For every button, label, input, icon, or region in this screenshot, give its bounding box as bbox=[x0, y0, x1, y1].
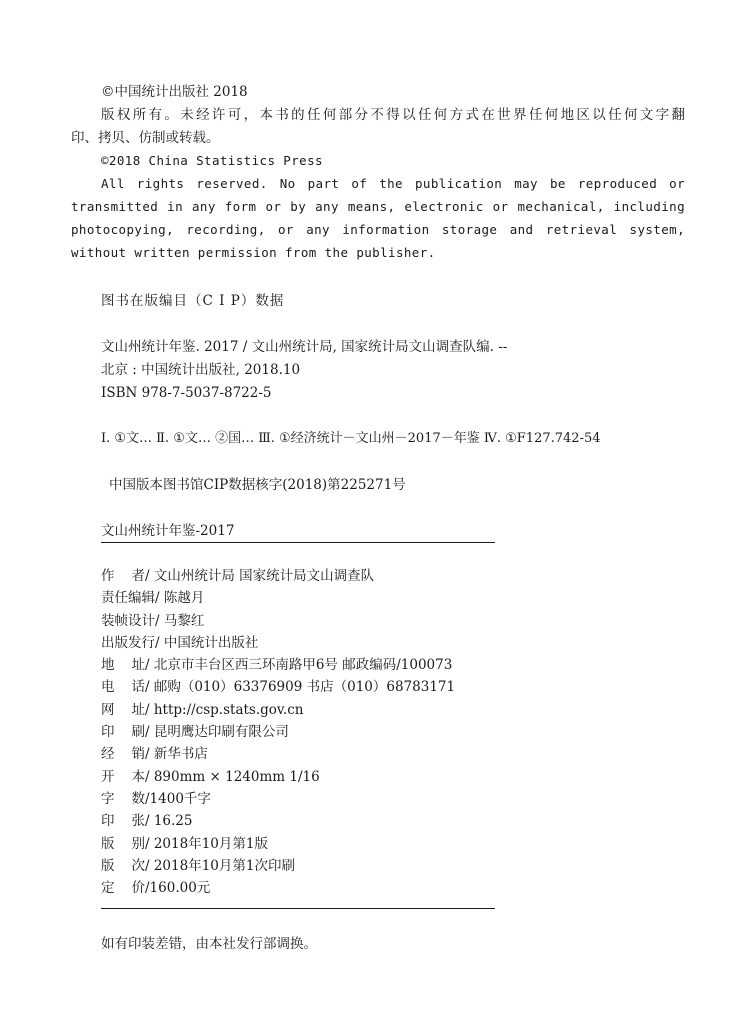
copyright-en-line: ©2018 China Statistics Press bbox=[101, 153, 323, 168]
spec-value: / http://csp.stats.gov.cn bbox=[145, 701, 304, 718]
spec-value: / 北京市丰台区西三环南路甲6号 邮政编码/100073 bbox=[145, 657, 453, 674]
spec-value: /1400千字 bbox=[145, 790, 211, 807]
spec-label: 作 者 bbox=[101, 568, 145, 584]
spec-label-with-value: 责任编辑/ 陈越月 bbox=[101, 590, 205, 607]
spec-label: 定 价 bbox=[101, 880, 145, 897]
spec-row-price bbox=[101, 878, 258, 900]
footer-notice: 如有印装差错，由本社发行部调换。 bbox=[101, 936, 317, 952]
spec-row-editor bbox=[101, 588, 258, 610]
spec-value: / 邮购（010）63376909 书店（010）68783171 bbox=[145, 679, 456, 696]
copyright-en-notice-2: transmitted in any form or by any means, electronic or mechanical, including bbox=[71, 199, 685, 214]
spec-value: / 昆明鹰达印刷有限公司 bbox=[145, 724, 289, 741]
spec-row-sheets bbox=[101, 811, 258, 833]
spec-label: 网 址 bbox=[101, 701, 145, 718]
spec-row-phone bbox=[101, 677, 456, 699]
spec-value: /160.00元 bbox=[145, 880, 211, 897]
spec-row-website bbox=[101, 700, 304, 722]
specs-bottom-rule bbox=[101, 908, 495, 909]
spec-row-address bbox=[101, 655, 453, 677]
spec-label: 版 别 bbox=[101, 835, 145, 852]
spec-label: 印 刷 bbox=[101, 724, 145, 741]
spec-value: / 2018年10月第1次印刷 bbox=[145, 857, 295, 874]
spec-value: / 文山州统计局 国家统计局文山调查队 bbox=[145, 568, 375, 584]
spec-row-distributor bbox=[101, 744, 258, 766]
cip-record-line-1: 文山州统计年鉴. 2017 / 文山州统计局, 国家统计局文山调查队编. -- bbox=[101, 339, 508, 355]
spec-value: / 890mm × 1240mm 1/16 bbox=[145, 768, 320, 785]
spec-row-format bbox=[101, 767, 320, 789]
copyright-cn-notice-2: 印、拷贝、仿制或转载。 bbox=[71, 130, 220, 146]
spec-row-printing bbox=[101, 856, 295, 878]
spec-row-edition bbox=[101, 834, 268, 856]
spec-label: 经 销 bbox=[101, 746, 145, 763]
cip-classification: Ⅰ. ①文… Ⅱ. ①文… ②国… Ⅲ. ①经济统计－文山州－2017－年鉴 Ⅳ. ①F127.742-54 bbox=[101, 431, 601, 446]
spec-label-with-value: 装帧设计/ 马黎红 bbox=[101, 612, 205, 629]
cip-record-line-2: 北京 : 中国统计出版社, 2018.10 bbox=[101, 362, 301, 378]
spec-label: 地 址 bbox=[101, 657, 145, 674]
copyright-en-notice-3: photocopying, recording, or any information storage and retrieval system, bbox=[71, 222, 685, 237]
spec-value: / 2018年10月第1版 bbox=[145, 835, 268, 852]
spec-label: 印 张 bbox=[101, 813, 145, 830]
cip-heading: 图书在版编目（C I P）数据 bbox=[101, 293, 285, 309]
copyright-cn-line: ©中国统计出版社 2018 bbox=[101, 84, 248, 100]
spec-label: 字 数 bbox=[101, 790, 145, 807]
spec-row-designer bbox=[101, 611, 258, 633]
spec-label: 电 话 bbox=[101, 679, 145, 696]
publication-specs bbox=[101, 566, 456, 900]
spec-label: 开 本 bbox=[101, 768, 145, 785]
spec-row-printer bbox=[101, 722, 289, 744]
spec-value: / 16.25 bbox=[145, 813, 193, 830]
spec-row-author bbox=[101, 566, 375, 588]
spec-value: / 新华书店 bbox=[145, 746, 208, 763]
spec-row-publisher bbox=[101, 633, 258, 655]
spec-label: 版 次 bbox=[101, 857, 145, 874]
copyright-en-notice-4: without written permission from the publisher. bbox=[71, 245, 436, 260]
spec-row-word-count bbox=[101, 789, 258, 811]
copyright-cn-notice-1: 版权所有。未经许可，本书的任何部分不得以任何方式在世界任何地区以任何文字翻 bbox=[101, 107, 685, 123]
copyright-en-notice-1: All rights reserved. No part of the publication may be reproduced or bbox=[101, 176, 685, 191]
spec-label-with-value: 出版发行/ 中国统计出版社 bbox=[101, 634, 259, 651]
title-underline-rule bbox=[101, 542, 495, 543]
cip-isbn: ISBN 978-7-5037-8722-5 bbox=[101, 385, 272, 401]
cip-library-record: 中国版本图书馆CIP数据核字(2018)第225271号 bbox=[109, 477, 406, 493]
book-title: 文山州统计年鉴-2017 bbox=[101, 523, 235, 539]
